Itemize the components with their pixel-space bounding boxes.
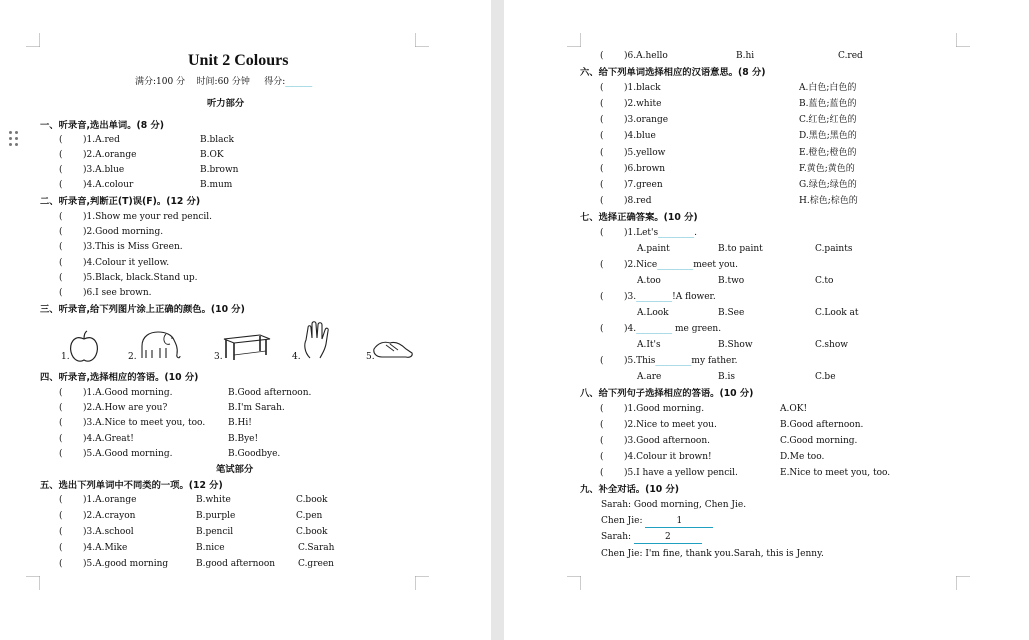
option-a: )2.A.How are you?	[83, 403, 168, 413]
crop-mark-top-right	[415, 33, 429, 47]
option-b: B.good afternoon	[196, 559, 276, 569]
option-a: )5.A.Good morning.	[83, 449, 173, 459]
option-a: )2.A.crayon	[83, 511, 136, 521]
option-b: B.two	[718, 276, 745, 286]
meaning: H.棕色;棕色的	[799, 196, 858, 206]
section-3-heading: 三、听录音,给下列图片涂上正确的颜色。(10 分)	[40, 304, 245, 315]
option-a: )3.A.school	[83, 527, 134, 537]
answer-paren[interactable]: (	[600, 420, 604, 430]
answer-paren[interactable]: (	[600, 131, 604, 141]
answer-paren[interactable]: (	[600, 260, 604, 270]
drag-handle-icon[interactable]	[8, 131, 20, 147]
dialogue-blank[interactable]	[645, 516, 713, 528]
option-c: C.book	[296, 495, 328, 505]
response: A.OK!	[780, 404, 808, 414]
question-prefix: )5.This	[624, 356, 656, 366]
answer-paren[interactable]: (	[59, 165, 63, 175]
option-b: B.hi	[736, 51, 755, 61]
dialogue-line	[601, 516, 713, 528]
response: D.Me too.	[780, 452, 825, 462]
question-prefix: )4.	[624, 324, 637, 334]
answer-paren[interactable]: (	[59, 559, 63, 569]
option-b: B.pencil	[196, 527, 234, 537]
word: )2.white	[624, 99, 662, 109]
crop-mark-bottom-right	[956, 576, 970, 590]
answer-paren[interactable]: (	[59, 543, 63, 553]
statement: )6.I see brown.	[83, 288, 152, 298]
answer-paren[interactable]: (	[600, 148, 604, 158]
answer-paren[interactable]: (	[59, 242, 63, 252]
option-a: )2.A.orange	[83, 150, 137, 160]
page-gutter	[491, 0, 504, 640]
answer-paren[interactable]: (	[59, 180, 63, 190]
dialogue-line	[601, 532, 702, 544]
option-a: )4.A.colour	[83, 180, 134, 190]
question-text	[624, 228, 697, 239]
option-b: B.brown	[200, 165, 239, 175]
question-prefix: )2.Nice	[624, 260, 658, 270]
answer-paren[interactable]: (	[600, 404, 604, 414]
sentence: )4.Colour it brown!	[624, 452, 712, 462]
option-c: C.Sarah	[298, 543, 335, 553]
option-a: )1.A.red	[83, 135, 120, 145]
option-b: B.Bye!	[228, 434, 259, 444]
question-suffix: .	[694, 228, 697, 238]
written-heading: 笔试部分	[216, 464, 254, 475]
crop-mark-bottom-right	[415, 576, 429, 590]
answer-paren[interactable]: (	[59, 495, 63, 505]
dialogue-line: Chen Jie: I'm fine, thank you.Sarah, this is Jenny.	[601, 549, 824, 559]
fill-blank[interactable]: ________	[636, 292, 673, 302]
option-b: B.Hi!	[228, 418, 252, 428]
option-a: )4.A.Mike	[83, 543, 128, 553]
answer-paren[interactable]: (	[59, 434, 63, 444]
option-c: C.be	[815, 372, 836, 382]
option-b: B.Goodbye.	[228, 449, 281, 459]
word: )3.orange	[624, 115, 669, 125]
option-a: A.too	[637, 276, 661, 286]
sentence: )1.Good morning.	[624, 404, 705, 414]
option-b: B.mum	[200, 180, 233, 190]
statement: )5.Black, black.Stand up.	[83, 273, 198, 283]
question-prefix: )1.Let's	[624, 228, 659, 238]
meaning: E.橙色;橙色的	[799, 148, 857, 158]
option-c: C.pen	[296, 511, 323, 521]
section-6-heading: 六、给下列单词选择相应的汉语意思。(8 分)	[580, 67, 766, 78]
meaning: F.黄色;黄色的	[799, 164, 855, 174]
crop-mark-top-left	[567, 33, 581, 47]
option-c: C.paints	[815, 244, 853, 254]
statement: )2.Good morning.	[83, 227, 164, 237]
option-b: B.black	[200, 135, 234, 145]
word: )1.black	[624, 83, 661, 93]
option-c: C.green	[298, 559, 334, 569]
word: )7.green	[624, 180, 663, 190]
picture-label: 2.	[128, 352, 137, 362]
section-9-heading: 九、补全对话。(10 分)	[580, 484, 680, 495]
answer-paren[interactable]: (	[600, 51, 604, 61]
meaning: D.黑色;黑色的	[799, 131, 857, 141]
crop-mark-bottom-left	[567, 576, 581, 590]
statement: )3.This is Miss Green.	[83, 242, 183, 252]
response: E.Nice to meet you, too.	[780, 468, 891, 478]
picture-label: 5.	[366, 352, 375, 362]
answer-paren[interactable]: (	[59, 449, 63, 459]
section-2-heading: 二、听录音,判断正(T)误(F)。(12 分)	[40, 196, 201, 207]
fill-blank[interactable]: ________	[636, 324, 673, 334]
dialogue-line: Sarah: Good morning, Chen Jie.	[601, 500, 747, 510]
question-text	[624, 260, 738, 271]
option-a: A.It's	[637, 340, 661, 350]
apple-icon[interactable]	[68, 330, 100, 364]
answer-paren[interactable]: (	[59, 227, 63, 237]
option-b: B.OK	[200, 150, 224, 160]
picture-label: 3.	[214, 352, 223, 362]
option-a: A.Look	[637, 308, 669, 318]
answer-paren[interactable]: (	[59, 288, 63, 298]
blank-number: 2	[665, 532, 671, 542]
answer-paren[interactable]: (	[600, 180, 604, 190]
option-a: )4.A.Great!	[83, 434, 134, 444]
speaker: Chen Jie:	[601, 516, 643, 526]
meaning: G.绿色;绿色的	[799, 180, 857, 190]
page-title: Unit 2 Colours	[188, 52, 289, 69]
section-4-heading: 四、听录音,选择相应的答语。(10 分)	[40, 372, 199, 383]
answer-paren[interactable]: (	[600, 436, 604, 446]
option-b: B.is	[718, 372, 735, 382]
option-a: A.are	[637, 372, 662, 382]
answer-paren[interactable]: (	[59, 403, 63, 413]
sentence: )5.I have a yellow pencil.	[624, 468, 738, 478]
option-c: C.show	[815, 340, 848, 350]
question-text	[624, 292, 716, 303]
picture-label: 1.	[61, 352, 70, 362]
sentence: )2.Nice to meet you.	[624, 420, 717, 430]
option-b: B.white	[196, 495, 231, 505]
blank-number: 1	[676, 516, 683, 526]
option-c: C.to	[815, 276, 834, 286]
option-b: B.Show	[718, 340, 753, 350]
answer-paren[interactable]: (	[600, 164, 604, 174]
question-suffix: meet you.	[693, 260, 739, 270]
answer-paren[interactable]: (	[59, 273, 63, 283]
score-label: 得分:	[264, 77, 286, 87]
section-5-heading: 五、选出下列单词中不同类的一项。(12 分)	[40, 480, 223, 491]
option-a: )5.A.good morning	[83, 559, 169, 569]
answer-paren[interactable]: (	[59, 150, 63, 160]
option-a: )1.A.orange	[83, 495, 137, 505]
answer-paren[interactable]: (	[59, 418, 63, 428]
speaker: Sarah:	[601, 532, 632, 542]
response: B.Good afternoon.	[780, 420, 864, 430]
answer-paren[interactable]: (	[59, 511, 63, 521]
question-text	[624, 356, 738, 367]
answer-paren[interactable]: (	[600, 196, 604, 206]
word: )8.red	[624, 196, 652, 206]
full-score: 满分:100 分	[135, 77, 186, 87]
answer-paren[interactable]: (	[600, 115, 604, 125]
option-b: B.I'm Sarah.	[228, 403, 285, 413]
crop-mark-top-right	[956, 33, 970, 47]
answer-paren[interactable]: (	[59, 258, 63, 268]
question-suffix: me green.	[672, 324, 722, 334]
page-right	[504, 0, 1029, 640]
fill-blank[interactable]: ________	[655, 356, 692, 366]
option-c: C.red	[838, 51, 863, 61]
page-left	[0, 0, 491, 640]
crop-mark-top-left	[26, 33, 40, 47]
option-b: B.See	[718, 308, 745, 318]
question-suffix: !A flower.	[672, 292, 716, 302]
answer-paren[interactable]: (	[59, 135, 63, 145]
answer-paren[interactable]: (	[600, 83, 604, 93]
score-blank[interactable]: ______	[285, 77, 313, 87]
word: )6.brown	[624, 164, 666, 174]
crop-mark-bottom-left	[26, 576, 40, 590]
option-a: )1.A.Good morning.	[83, 388, 173, 398]
answer-paren[interactable]: (	[600, 292, 604, 302]
word: )5.yellow	[624, 148, 666, 158]
answer-paren[interactable]: (	[600, 452, 604, 462]
response: C.Good morning.	[780, 436, 858, 446]
shoe-icon[interactable]	[372, 337, 414, 361]
option-c: C.Look at	[815, 308, 859, 318]
fill-blank[interactable]: ________	[657, 260, 694, 270]
answer-paren[interactable]: (	[600, 99, 604, 109]
dialogue-blank[interactable]	[634, 532, 702, 544]
listening-heading: 听力部分	[207, 98, 245, 109]
option-b: B.to paint	[718, 244, 763, 254]
statement: )1.Show me your red pencil.	[83, 212, 213, 222]
statement: )4.Colour it yellow.	[83, 258, 170, 268]
fill-blank[interactable]: ________	[658, 228, 695, 238]
answer-paren[interactable]: (	[59, 388, 63, 398]
answer-paren[interactable]: (	[59, 212, 63, 222]
meaning: C.红色;红色的	[799, 115, 857, 125]
option-a: )3.A.Nice to meet you, too.	[83, 418, 206, 428]
question-text	[624, 324, 721, 335]
table-icon[interactable]	[222, 333, 272, 361]
question-prefix: )3.	[624, 292, 637, 302]
answer-paren[interactable]: (	[600, 468, 604, 478]
question-suffix: my father.	[691, 356, 738, 366]
time-limit: 时间:60 分钟	[196, 77, 250, 87]
section-7-heading: 七、选择正确答案。(10 分)	[580, 212, 698, 223]
answer-paren[interactable]: (	[59, 527, 63, 537]
answer-paren[interactable]: (	[600, 228, 604, 238]
section-8-heading: 八、给下列句子选择相应的答语。(10 分)	[580, 388, 754, 399]
option-c: C.book	[296, 527, 328, 537]
option-b: B.Good afternoon.	[228, 388, 312, 398]
answer-paren[interactable]: (	[600, 324, 604, 334]
meta-line	[135, 77, 312, 88]
picture-label: 4.	[292, 352, 301, 362]
sentence: )3.Good afternoon.	[624, 436, 710, 446]
elephant-icon[interactable]	[136, 326, 182, 362]
answer-paren[interactable]: (	[600, 356, 604, 366]
hand-icon[interactable]	[300, 320, 336, 360]
meaning: A.白色;白色的	[799, 83, 857, 93]
option-a: )3.A.blue	[83, 165, 125, 175]
word: )4.blue	[624, 131, 656, 141]
option-a: A.paint	[637, 244, 670, 254]
section-1-heading: 一、听录音,选出单词。(8 分)	[40, 120, 165, 131]
option-a: )6.A.hello	[624, 51, 668, 61]
option-b: B.nice	[196, 543, 225, 553]
option-b: B.purple	[196, 511, 236, 521]
meaning: B.蓝色;蓝色的	[799, 99, 857, 109]
